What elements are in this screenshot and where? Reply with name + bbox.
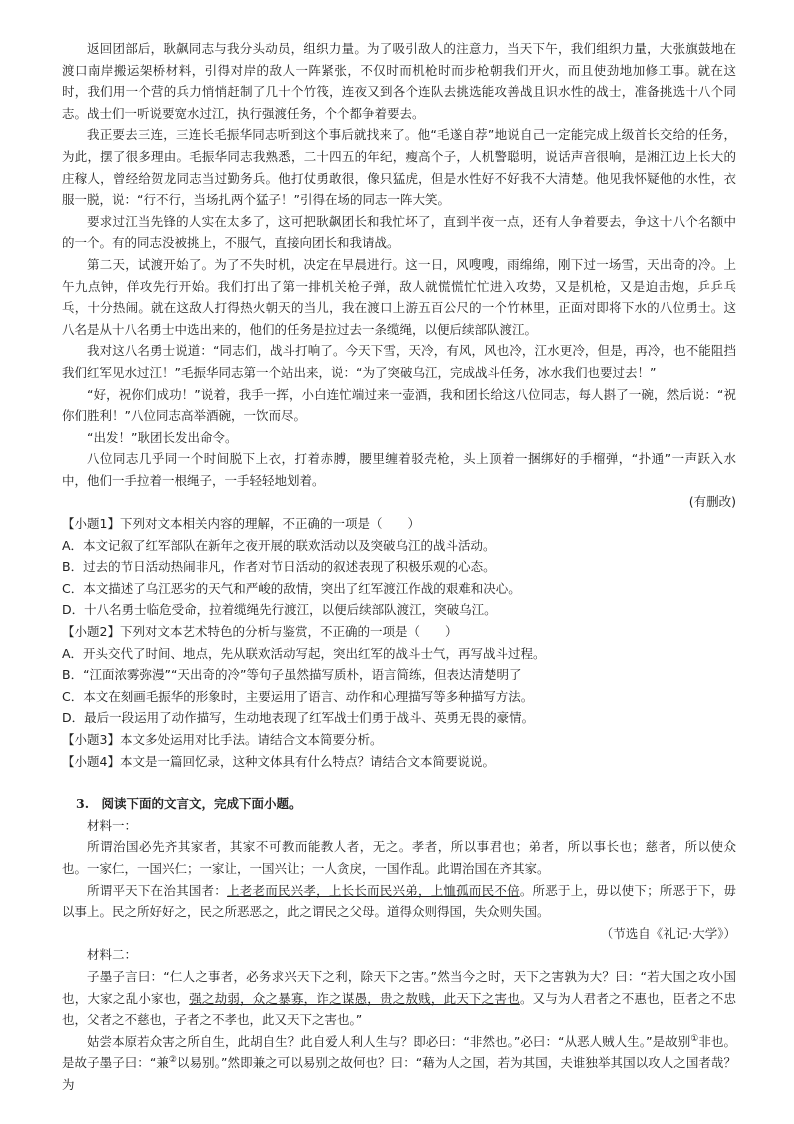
material-2-p2-part-b: 非也。是故子墨子曰：“兼 bbox=[62, 1033, 736, 1071]
material-2-p2-part-a: 姑尝本原若众害之所自生，此胡自生？此自爱人利人生与？即必曰：“非然也。”必曰：“从恶人贼人生。”是故别 bbox=[87, 1033, 691, 1049]
passage-paragraph-2: 我正要去三连，三连长毛振华同志听到这个事后就找来了。他“毛遂自荐”地说自己一定能完成上级首长交给的任务，为此，摆了很多理由。毛振华同志我熟悉，二十四五的年纪，瘦高个子，人机警聪明，说话声音很响，是湘江边上长大的庄稼人，曾经给贺龙同志当过勤务兵。他打仗勇敢很，像只猛虎，但是水性好不好我不大清楚。他见我怀疑他的水性，衣服一脱，说：“行不行，当场扎两个猛子！”引得在场的同志一阵大笑。 bbox=[62, 127, 736, 208]
question-2-stem: 【小题2】下列对文本艺术特色的分析与鉴赏，不正确的一项是（ ） bbox=[62, 624, 458, 640]
material-1-paragraph-2 bbox=[62, 880, 736, 923]
question-2-option-a: A．开头交代了时间、地点，先从联欢活动写起，突出红军的战斗士气，再写战斗过程。 bbox=[62, 645, 546, 661]
material-2-label: 材料二： bbox=[87, 947, 138, 963]
material-1-paragraph-1: 所谓治国必先齐其家者，其家不可教而能教人者，无之。孝者，所以事君也；弟者，所以事长也；慈者，所以使众也。一家仁，一国兴仁；一家让，一国兴让；一人贪戾，一国作乱。此谓治国在齐其家。 bbox=[62, 839, 736, 876]
material-2-underlined-sentence: 强之劫弱，众之暴寡，诈之谋愚，贵之敖贱，此天下之害也 bbox=[189, 990, 520, 1006]
footnote-marker-2: ② bbox=[168, 1055, 178, 1066]
section-3-title: 3. 阅读下面的文言文，完成下面小题。 bbox=[76, 796, 302, 812]
material-2-paragraph-1 bbox=[62, 966, 736, 1031]
material-1-p2-lead: 所谓平天下在治其国者： bbox=[87, 882, 228, 898]
material-1-underlined-sentence: 上老老而民兴孝，上长长而民兴弟，上恤孤而民不倍 bbox=[227, 882, 520, 898]
material-2-p1-rest: 。又与为人君者之不惠也，臣者之不忠也，父者之不慈也，子者之不孝也，此又天下之害也。” bbox=[62, 990, 736, 1028]
passage-paragraph-7: “出发！”耿团长发出命令。 bbox=[87, 429, 238, 445]
footnote-marker-1: ① bbox=[690, 1033, 699, 1044]
material-2-paragraph-2 bbox=[62, 1031, 736, 1096]
question-2-option-c: C．本文在刻画毛振华的形象时，主要运用了语言、动作和心理描写等多种描写方法。 bbox=[62, 688, 534, 704]
material-1-label: 材料一： bbox=[87, 817, 138, 833]
question-1-stem: 【小题1】下列对文本相关内容的理解，不正确的一项是（ ） bbox=[62, 516, 420, 532]
passage-paragraph-4: 第二天，试渡开始了。为了不失时机，决定在早晨进行。这一日，风嗖嗖，雨绵绵，刚下过一场雪，天出奇的冷。上午九点钟，佯攻先行开始。我们打出了第一排机关枪子弹，敌人就慌慌忙忙进入攻势，又是机枪，又是迫击炮，乒乒乓乓，十分热闹。就在这敌人打得热火朝天的当儿，我在渡口上游五百公尺的一个竹林里，正面对即将下水的八位勇士。这八名是从十八名勇士中选出来的，他们的任务是拉过去一条缆绳，以便后续部队渡江。 bbox=[62, 256, 736, 337]
material-2-p2-part-c: 以易别。”然即兼之可以易别之故何也？曰：“藉为人之国，若为其国，夫谁独举其国以攻人之国者哉？为 bbox=[62, 1055, 736, 1092]
question-3: 【小题3】本文多处运用对比手法。请结合文本简要分析。 bbox=[62, 732, 383, 747]
passage-source-note: (有删改) bbox=[688, 494, 736, 510]
question-1-option-a: A．本文记叙了红军部队在新年之夜开展的联欢活动以及突破乌江的战斗活动。 bbox=[62, 537, 496, 553]
question-1-option-d: D．十八名勇士临危受命，拉着缆绳先行渡江，以便后续部队渡江，突破乌江。 bbox=[62, 602, 497, 618]
passage-paragraph-1: 返回团部后，耿飙同志与我分头动员，组织力量。为了吸引敌人的注意力，当天下午，我们组织力量，大张旗鼓地在渡口南岸搬运架桥材料，引得对岸的敌人一阵紧张，不仅时而机枪时而步枪朝我们开火，而且使劲地加修工事。就在这时，我们用一个营的兵力悄悄赶制了几十个竹筏，连夜又到各个连队去挑选能攻善战且识水性的战士，准备挑选十八个同志。战士们一听说要宽水过江，执行强渡任务，个个都争着要去。 bbox=[62, 41, 736, 121]
passage-paragraph-6: “好，祝你们成功！”说着，我手一挥，小白连忙端过来一壶酒，我和团长给这八位同志，每人斟了一碗，然后说：“祝你们胜利！”八位同志高举酒碗，一饮而尽。 bbox=[62, 386, 736, 424]
passage-paragraph-3: 要求过江当先锋的人实在太多了，这可把耿飙团长和我忙坏了，直到半夜一点，还有人争着要去，争这十八个名额中的一个。有的同志没被挑上，不服气，直接向团长和我请战。 bbox=[62, 213, 736, 251]
passage-paragraph-8: 八位同志几乎同一个时间脱下上衣，打着赤膊，腰里缠着驳壳枪，头上顶着一捆绑好的手榴弹，“扑通”一声跃入水中，他们一手拉着一根绳子，一手轻轻地划着。 bbox=[62, 451, 736, 488]
question-1-option-b: B．过去的节日活动热闹非凡，作者对节日活动的叙述表现了积极乐观的心态。 bbox=[62, 559, 496, 575]
question-1-option-c: C．本文描述了乌江恶劣的天气和严峻的敌情，突出了红军渡江作战的艰难和决心。 bbox=[62, 580, 521, 596]
question-2-option-d: D．最后一段运用了动作描写，生动地表现了红军战士们勇于战斗、英勇无畏的豪情。 bbox=[62, 710, 535, 726]
question-2-option-b: B．“江面浓雾弥漫”“天出奇的冷”等句子虽然描写质朴，语言简练，但表达清楚明了 bbox=[62, 667, 522, 683]
question-4: 【小题4】本文是一篇回忆录，这种文体具有什么特点？请结合文本简要说说。 bbox=[62, 753, 495, 769]
material-1-source: （节选自《礼记·大学》） bbox=[600, 925, 736, 941]
material-2-p1-lead: 子墨子言曰：“仁人之事者，必务求兴天下之利，除天下之害。”然当今之时，天下之害孰为大？曰：“若大国之攻小国也，大家之乱小家也， bbox=[62, 968, 736, 1006]
passage-paragraph-5: 我对这八名勇士说道：“同志们，战斗打响了。今天下雪，天冷，有风，风也冷，江水更冷，但是，再冷，也不能阻挡我们红军见水过江！”毛振华同志第一个站出来，说：“为了突破乌江，完成战斗任务，冰水我们也要过去！” bbox=[62, 343, 736, 380]
material-1-p2-rest: 。所恶于上，毋以使下；所恶于下，毋以事上。民之所好好之，民之所恶恶之，此之谓民之父母。道得众则得国，失众则失国。 bbox=[62, 882, 736, 920]
